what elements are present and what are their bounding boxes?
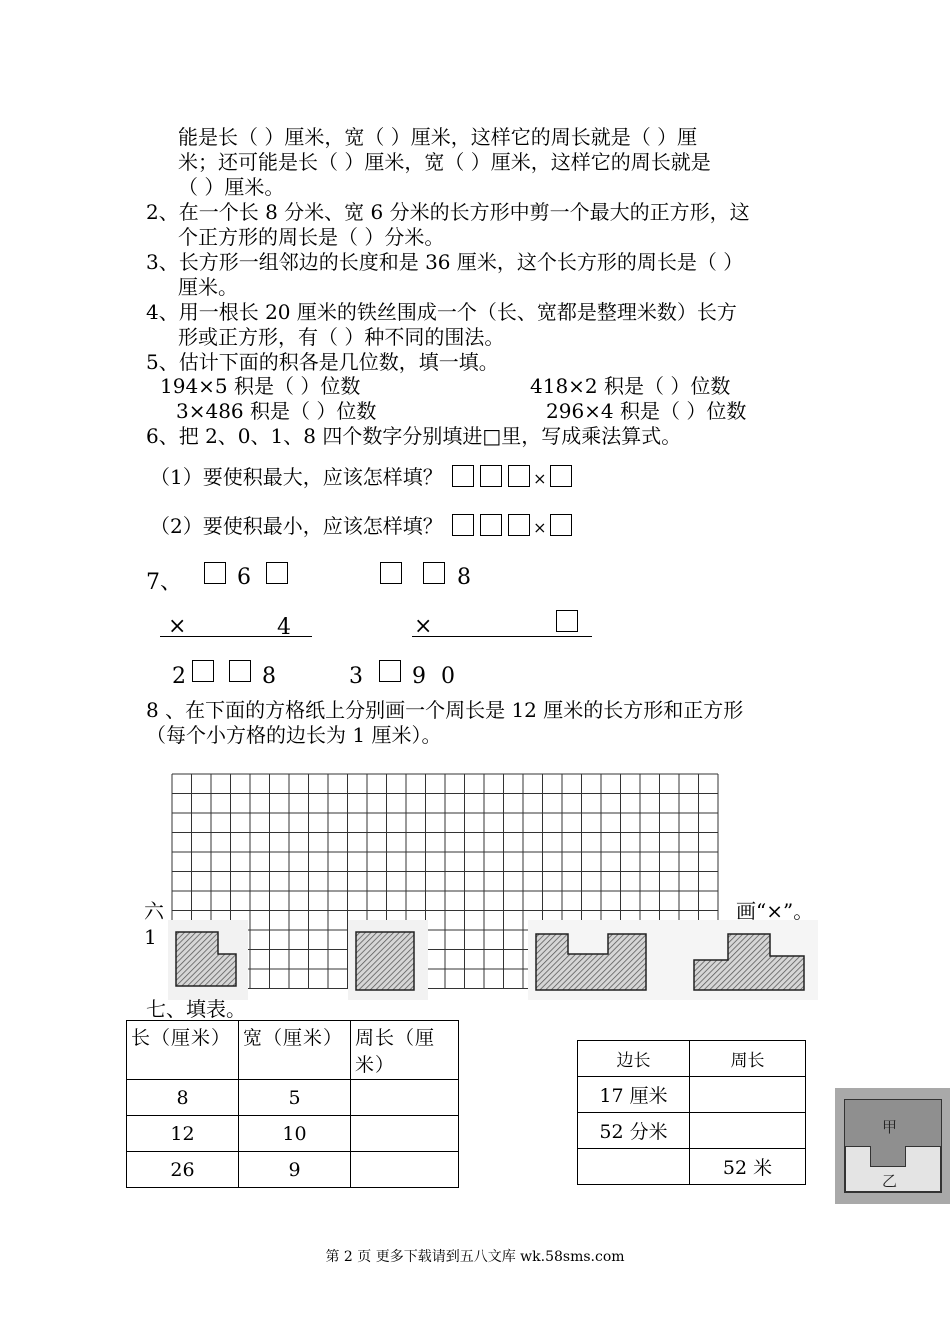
q3-line1: 3、长方形一组邻边的长度和是 36 厘米，这个长方形的周长是（ ） [146, 250, 744, 274]
q1-line2: 米；还可能是长（ ）厘米，宽（ ）厘米，这样它的周长就是 [178, 150, 711, 174]
table-row [127, 1152, 459, 1188]
digit-box[interactable] [266, 562, 288, 584]
q7b-result-mid: 9 [412, 664, 426, 689]
q7b-top-digit: 8 [457, 565, 471, 590]
answer-cell[interactable] [351, 1080, 459, 1116]
cell: 52 米 [690, 1149, 806, 1185]
cell: 26 [127, 1152, 239, 1188]
figure-notch [871, 1146, 905, 1166]
times-sign: × [533, 469, 547, 488]
digit-box[interactable] [380, 562, 402, 584]
answer-cell[interactable] [578, 1149, 690, 1185]
q6-part1 [150, 464, 575, 492]
answer-cell[interactable] [351, 1116, 459, 1152]
cell: 52 分米 [578, 1113, 690, 1149]
q1-line3: （ ）厘米。 [178, 175, 285, 199]
q7b-times: × [414, 614, 433, 639]
table-row [578, 1149, 806, 1185]
q7a-times: × [168, 614, 187, 639]
overlap-left-num: 1 [144, 925, 157, 949]
cell: 8 [127, 1080, 239, 1116]
digit-box[interactable] [204, 562, 226, 584]
answer-box[interactable] [550, 465, 572, 487]
cell: 5 [239, 1080, 351, 1116]
q6-part2 [150, 513, 575, 541]
answer-cell[interactable] [690, 1077, 806, 1113]
digit-box[interactable] [556, 610, 578, 632]
digit-box[interactable] [229, 660, 251, 682]
answer-box[interactable] [508, 514, 530, 536]
answer-box[interactable] [550, 514, 572, 536]
answer-cell[interactable] [690, 1113, 806, 1149]
q7a-top-digit: 6 [237, 565, 251, 590]
q7-label: 7、 [146, 570, 182, 595]
q3-line2: 厘米。 [178, 275, 238, 299]
q5-item-a: 194×5 积是（ ）位数 [160, 374, 361, 398]
digit-box[interactable] [379, 660, 401, 682]
header-side: 边长 [578, 1041, 690, 1077]
answer-box[interactable] [452, 514, 474, 536]
figure-label-jia: 甲 [882, 1118, 898, 1136]
shape-b [356, 932, 414, 990]
cell: 12 [127, 1116, 239, 1152]
overlap-right-text: 画“×”。 [736, 899, 814, 923]
table-row [578, 1077, 806, 1113]
answer-box[interactable] [508, 465, 530, 487]
q6-part2-label: （2）要使积最小，应该怎样填？ [150, 514, 443, 538]
table-row [578, 1113, 806, 1149]
q7b-result-first: 3 [349, 664, 363, 689]
q6-part1-label: （1）要使积最大，应该怎样填？ [150, 465, 443, 489]
answer-cell[interactable] [351, 1152, 459, 1188]
q8-line1: 8 、在下面的方格纸上分别画一个周长是 12 厘米的长方形和正方形 [146, 698, 744, 722]
digit-box[interactable] [423, 562, 445, 584]
square-table [577, 1040, 806, 1185]
figure-label-yi: 乙 [882, 1172, 898, 1190]
times-sign: × [533, 518, 547, 537]
shapes-svg [168, 920, 818, 1000]
q7a-result-first: 2 [172, 664, 186, 689]
table-row [127, 1080, 459, 1116]
shapes-strip [168, 920, 818, 1000]
table-title: 七、填表。 [146, 997, 246, 1021]
answer-box[interactable] [452, 465, 474, 487]
answer-box[interactable] [480, 514, 502, 536]
answer-box[interactable] [480, 465, 502, 487]
cell: 17 厘米 [578, 1077, 690, 1113]
q7b-rule [412, 636, 592, 637]
header-perimeter: 周长 [690, 1041, 806, 1077]
q6-title: 6、把 2、0、1、8 四个数字分别填进□里，写成乘法算式。 [146, 424, 682, 448]
q1-line1: 能是长（ ）厘米，宽（ ）厘米，这样它的周长就是（ ）厘 [178, 125, 698, 149]
q5-title: 5、估计下面的积各是几位数，填一填。 [146, 350, 499, 374]
rect-table [126, 1020, 459, 1188]
q7a-rule [160, 636, 312, 637]
page-footer: 第 2 页 更多下载请到五八文库 wk.58sms.com [325, 1249, 625, 1265]
cell: 10 [239, 1116, 351, 1152]
q7b-result-last: 0 [441, 664, 455, 689]
q2-line2: 个正方形的周长是（ ）分米。 [178, 225, 445, 249]
q4-line1: 4、用一根长 20 厘米的铁丝围成一个（长、宽都是整理米数）长方 [146, 300, 737, 324]
jia-yi-figure [835, 1088, 950, 1204]
q7a-result-last: 8 [262, 664, 276, 689]
q4-line2: 形或正方形，有（ ）种不同的围法。 [178, 325, 505, 349]
cell: 9 [239, 1152, 351, 1188]
q7a-multiplier: 4 [277, 615, 291, 640]
header-perimeter: 周长（厘米） [351, 1021, 459, 1080]
q5-item-c: 3×486 积是（ ）位数 [176, 399, 377, 423]
overlap-left-char: 六 [144, 899, 164, 923]
q8-line2: （每个小方格的边长为 1 厘米）。 [146, 723, 442, 747]
header-length: 长（厘米） [127, 1021, 239, 1080]
header-width: 宽（厘米） [239, 1021, 351, 1080]
q5-item-d: 296×4 积是（ ）位数 [546, 399, 747, 423]
q5-item-b: 418×2 积是（ ）位数 [530, 374, 731, 398]
table-row [127, 1116, 459, 1152]
q2-line1: 2、在一个长 8 分米、宽 6 分米的长方形中剪一个最大的正方形，这 [146, 200, 750, 224]
digit-box[interactable] [192, 660, 214, 682]
